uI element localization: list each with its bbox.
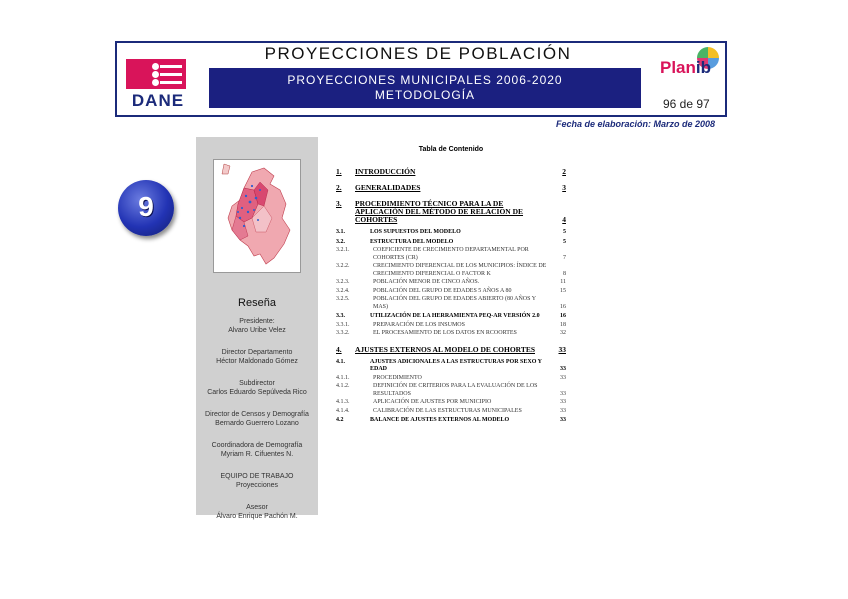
document-title: PROYECCIONES DE POBLACIÓN — [264, 44, 572, 63]
document-header — [115, 41, 727, 117]
sidebar-panel — [196, 137, 318, 520]
toc-entry-text: COEFICIENTE DE CRECIMIENTO DEPARTAMENTAL POR COHORTES (CR) — [373, 247, 529, 261]
credit-item — [196, 410, 318, 428]
credit-item — [196, 441, 318, 459]
planib-logo-text-b: ib — [695, 58, 712, 77]
toc-entry[interactable] — [336, 296, 566, 311]
toc-entry-page: 3 — [562, 183, 566, 192]
toc-entry-text: AJUSTES ADICIONALES A LAS ESTRUCTURAS POR SEXO Y EDAD — [370, 358, 542, 372]
toc-entry-number: 3. — [336, 199, 342, 208]
toc-entry[interactable] — [336, 200, 566, 224]
toc-entry-text: LOS SUPUESTOS DEL MODELO — [370, 229, 461, 235]
toc-entry-page: 15 — [560, 287, 566, 294]
toc-entry-number: 3.3.2. — [336, 330, 350, 336]
toc-entry-text: POBLACIÓN MENOR DE CINCO AÑOS. — [373, 279, 480, 285]
toc-entry-text: PREPARACIÓN DE LOS INSUMOS — [373, 321, 465, 328]
page-count: 96 de 97 — [663, 97, 710, 111]
toc-entry-number: 4.1. — [336, 358, 345, 365]
toc-entry-page: 33 — [560, 374, 566, 381]
credit-name: Carlos Eduardo Sepúlveda Rico — [207, 389, 307, 396]
credit-name: Héctor Maldonado Gómez — [216, 358, 298, 365]
toc-entry-page: 33 — [560, 417, 566, 423]
toc-entry[interactable] — [336, 247, 566, 262]
toc-entry[interactable] — [336, 229, 566, 237]
credit-name: Bernardo Guerrero Lozano — [215, 420, 299, 427]
toc-entry[interactable] — [336, 288, 566, 296]
toc-entry-page: 7 — [563, 254, 566, 261]
toc-entry-page: 11 — [560, 279, 566, 285]
credit-item — [196, 472, 318, 490]
toc-entry-page: 5 — [563, 238, 566, 245]
dane-logo-text: DANE — [131, 91, 185, 110]
toc-entry-page: 18 — [560, 321, 566, 328]
toc-entry[interactable] — [336, 359, 566, 374]
toc-entry-number: 3.3.1. — [336, 321, 350, 328]
credit-item — [196, 379, 318, 397]
toc-entry-page: 32 — [560, 330, 566, 336]
toc-title: Tabla de Contenido — [418, 146, 484, 153]
table-of-contents — [336, 168, 566, 425]
credit-role: Coordinadora de Demografía — [211, 442, 303, 449]
toc-entry-page: 33 — [560, 399, 566, 405]
toc-entry-number: 4.2 — [336, 417, 344, 423]
toc-entry-text: AJUSTES EXTERNOS AL MODELO DE COHORTES — [355, 344, 535, 354]
credit-role: Director Departamento — [221, 349, 293, 356]
toc-entry[interactable] — [336, 263, 566, 278]
toc-entry-text: PROCEDIMIENTO TÉCNICO PARA LA DE APLICACIÓN DEL MÉTODO DE RELACION DE COHORTES — [355, 199, 524, 224]
toc-entry-number: 3.2.2. — [336, 263, 350, 269]
credit-item — [196, 348, 318, 366]
toc-entry-text: GENERALIDADES — [355, 183, 421, 192]
toc-entry-text: EL PROCESAMIENTO DE LOS DATOS EN RCOORTES — [373, 330, 517, 336]
toc-entry-text: DEFINICIÓN DE CRITERIOS PARA LA EVALUACIÓN DE LOS RESULTADOS — [373, 383, 538, 397]
credit-role: Subdirector — [239, 380, 275, 387]
toc-entry-number: 4.1.1. — [336, 374, 350, 381]
toc-entry-text: APLICACIÓN DE AJUSTES POR MUNICIPIO — [373, 399, 492, 405]
elaboration-date: Fecha de elaboración: Marzo de 2008 — [556, 119, 716, 129]
toc-entry-text: POBLACIÓN DEL GRUPO DE EDADES 5 AÑOS A 80 — [373, 287, 512, 294]
toc-entry-number: 3.2.3. — [336, 279, 350, 285]
toc-entry-text: UTILIZACIÓN DE LA HERRAMIENTA PEQ-AR VERSIÓN 2.0 — [370, 313, 540, 319]
toc-entry-page: 2 — [562, 167, 566, 176]
subtitle-line-1: PROYECCIONES MUNICIPALES 2006-2020 — [287, 73, 563, 87]
toc-entry-number: 4. — [336, 344, 342, 354]
chapter-number-badge — [118, 180, 174, 236]
subtitle-band — [209, 68, 641, 108]
credit-name: Proyecciones — [235, 482, 279, 489]
toc-entry-text: PROCEDIMIENTO — [373, 374, 422, 381]
credit-item — [196, 503, 318, 521]
subtitle-line-2: METODOLOGÍA — [374, 88, 476, 102]
credit-name: Álvaro Enrique Pachón M. — [216, 513, 298, 520]
toc-entry-text: INTRODUCCIÓN — [355, 167, 416, 176]
toc-entry[interactable] — [336, 383, 566, 398]
toc-entry-number: 3.2.1. — [336, 247, 350, 253]
toc-entry-page: 16 — [560, 303, 566, 310]
toc-entry-number: 3.3. — [336, 313, 345, 319]
toc-entry-text: ESTRUCTURA DEL MODELO — [370, 238, 454, 245]
credit-name: Myriam R. Cifuentes N. — [220, 451, 294, 458]
toc-entry-text: CALIBRACIÓN DE LAS ESTRUCTURAS MUNICIPALES — [373, 407, 522, 414]
toc-entry-number: 4.1.2. — [336, 383, 350, 389]
toc-entry[interactable] — [336, 313, 566, 321]
toc-entry-page: 33 — [558, 344, 566, 354]
chapter-number: 9 — [138, 191, 154, 222]
toc-entry-number: 3.2.5. — [336, 296, 350, 302]
toc-entry-number: 1. — [336, 167, 342, 176]
credit-role: EQUIPO DE TRABAJO — [220, 473, 294, 480]
toc-entry[interactable] — [336, 408, 566, 416]
credit-role: Director de Censos y Demografía — [205, 411, 309, 418]
toc-entry-page: 33 — [560, 407, 566, 414]
toc-entry[interactable] — [336, 399, 566, 407]
toc-entry[interactable] — [336, 322, 566, 330]
toc-entry-page: 4 — [562, 215, 566, 224]
toc-entry-text: BALANCE DE AJUSTES EXTERNOS AL MODELO — [370, 417, 510, 423]
toc-entry-page: 5 — [563, 229, 566, 235]
planib-logo-text-a: Plan — [660, 58, 696, 77]
toc-entry-number: 3.2. — [336, 238, 345, 245]
colombia-map-image — [213, 159, 301, 273]
toc-entry[interactable] — [336, 346, 566, 354]
credits-list — [196, 317, 318, 521]
credit-item — [196, 317, 318, 335]
resena-heading: Reseña — [238, 297, 276, 309]
toc-entry[interactable] — [336, 184, 566, 192]
toc-entry[interactable] — [336, 168, 566, 176]
toc-entry[interactable] — [336, 330, 566, 338]
toc-entry[interactable] — [336, 375, 566, 383]
toc-entry[interactable] — [336, 279, 566, 287]
dane-logo — [120, 53, 194, 109]
toc-entry-number: 3.2.4. — [336, 287, 350, 294]
credit-role: Asesor — [246, 504, 268, 511]
toc-entry-number: 4.1.3. — [336, 399, 350, 405]
toc-entry-number: 3.1. — [336, 229, 345, 235]
planib-logo — [657, 49, 723, 93]
toc-entry-number: 2. — [336, 183, 342, 192]
credit-name: Alvaro Uribe Velez — [228, 327, 286, 334]
toc-entry[interactable] — [336, 239, 566, 247]
toc-entry-page: 16 — [560, 313, 566, 319]
dane-logo-mark-icon — [126, 59, 186, 89]
map-icon — [214, 160, 300, 272]
toc-entry-number: 4.1.4. — [336, 407, 350, 414]
toc-entry-text: POBLACIÓN DEL GRUPO DE EDADES ABIERTO (80 AÑOS Y MAS) — [373, 296, 536, 310]
toc-entry[interactable] — [336, 417, 566, 425]
toc-entry-text: CRECIMIENTO DIFERENCIAL DE LOS MUNICIPIOS: ÍNDICE DE CRECIMIENTO DIFERENCIAL O FACTOR K — [373, 263, 547, 277]
toc-entry-page: 33 — [560, 390, 566, 397]
credit-role: Presidente: — [239, 318, 275, 325]
toc-entry-page: 33 — [560, 366, 566, 372]
toc-entry-page: 8 — [563, 270, 566, 277]
